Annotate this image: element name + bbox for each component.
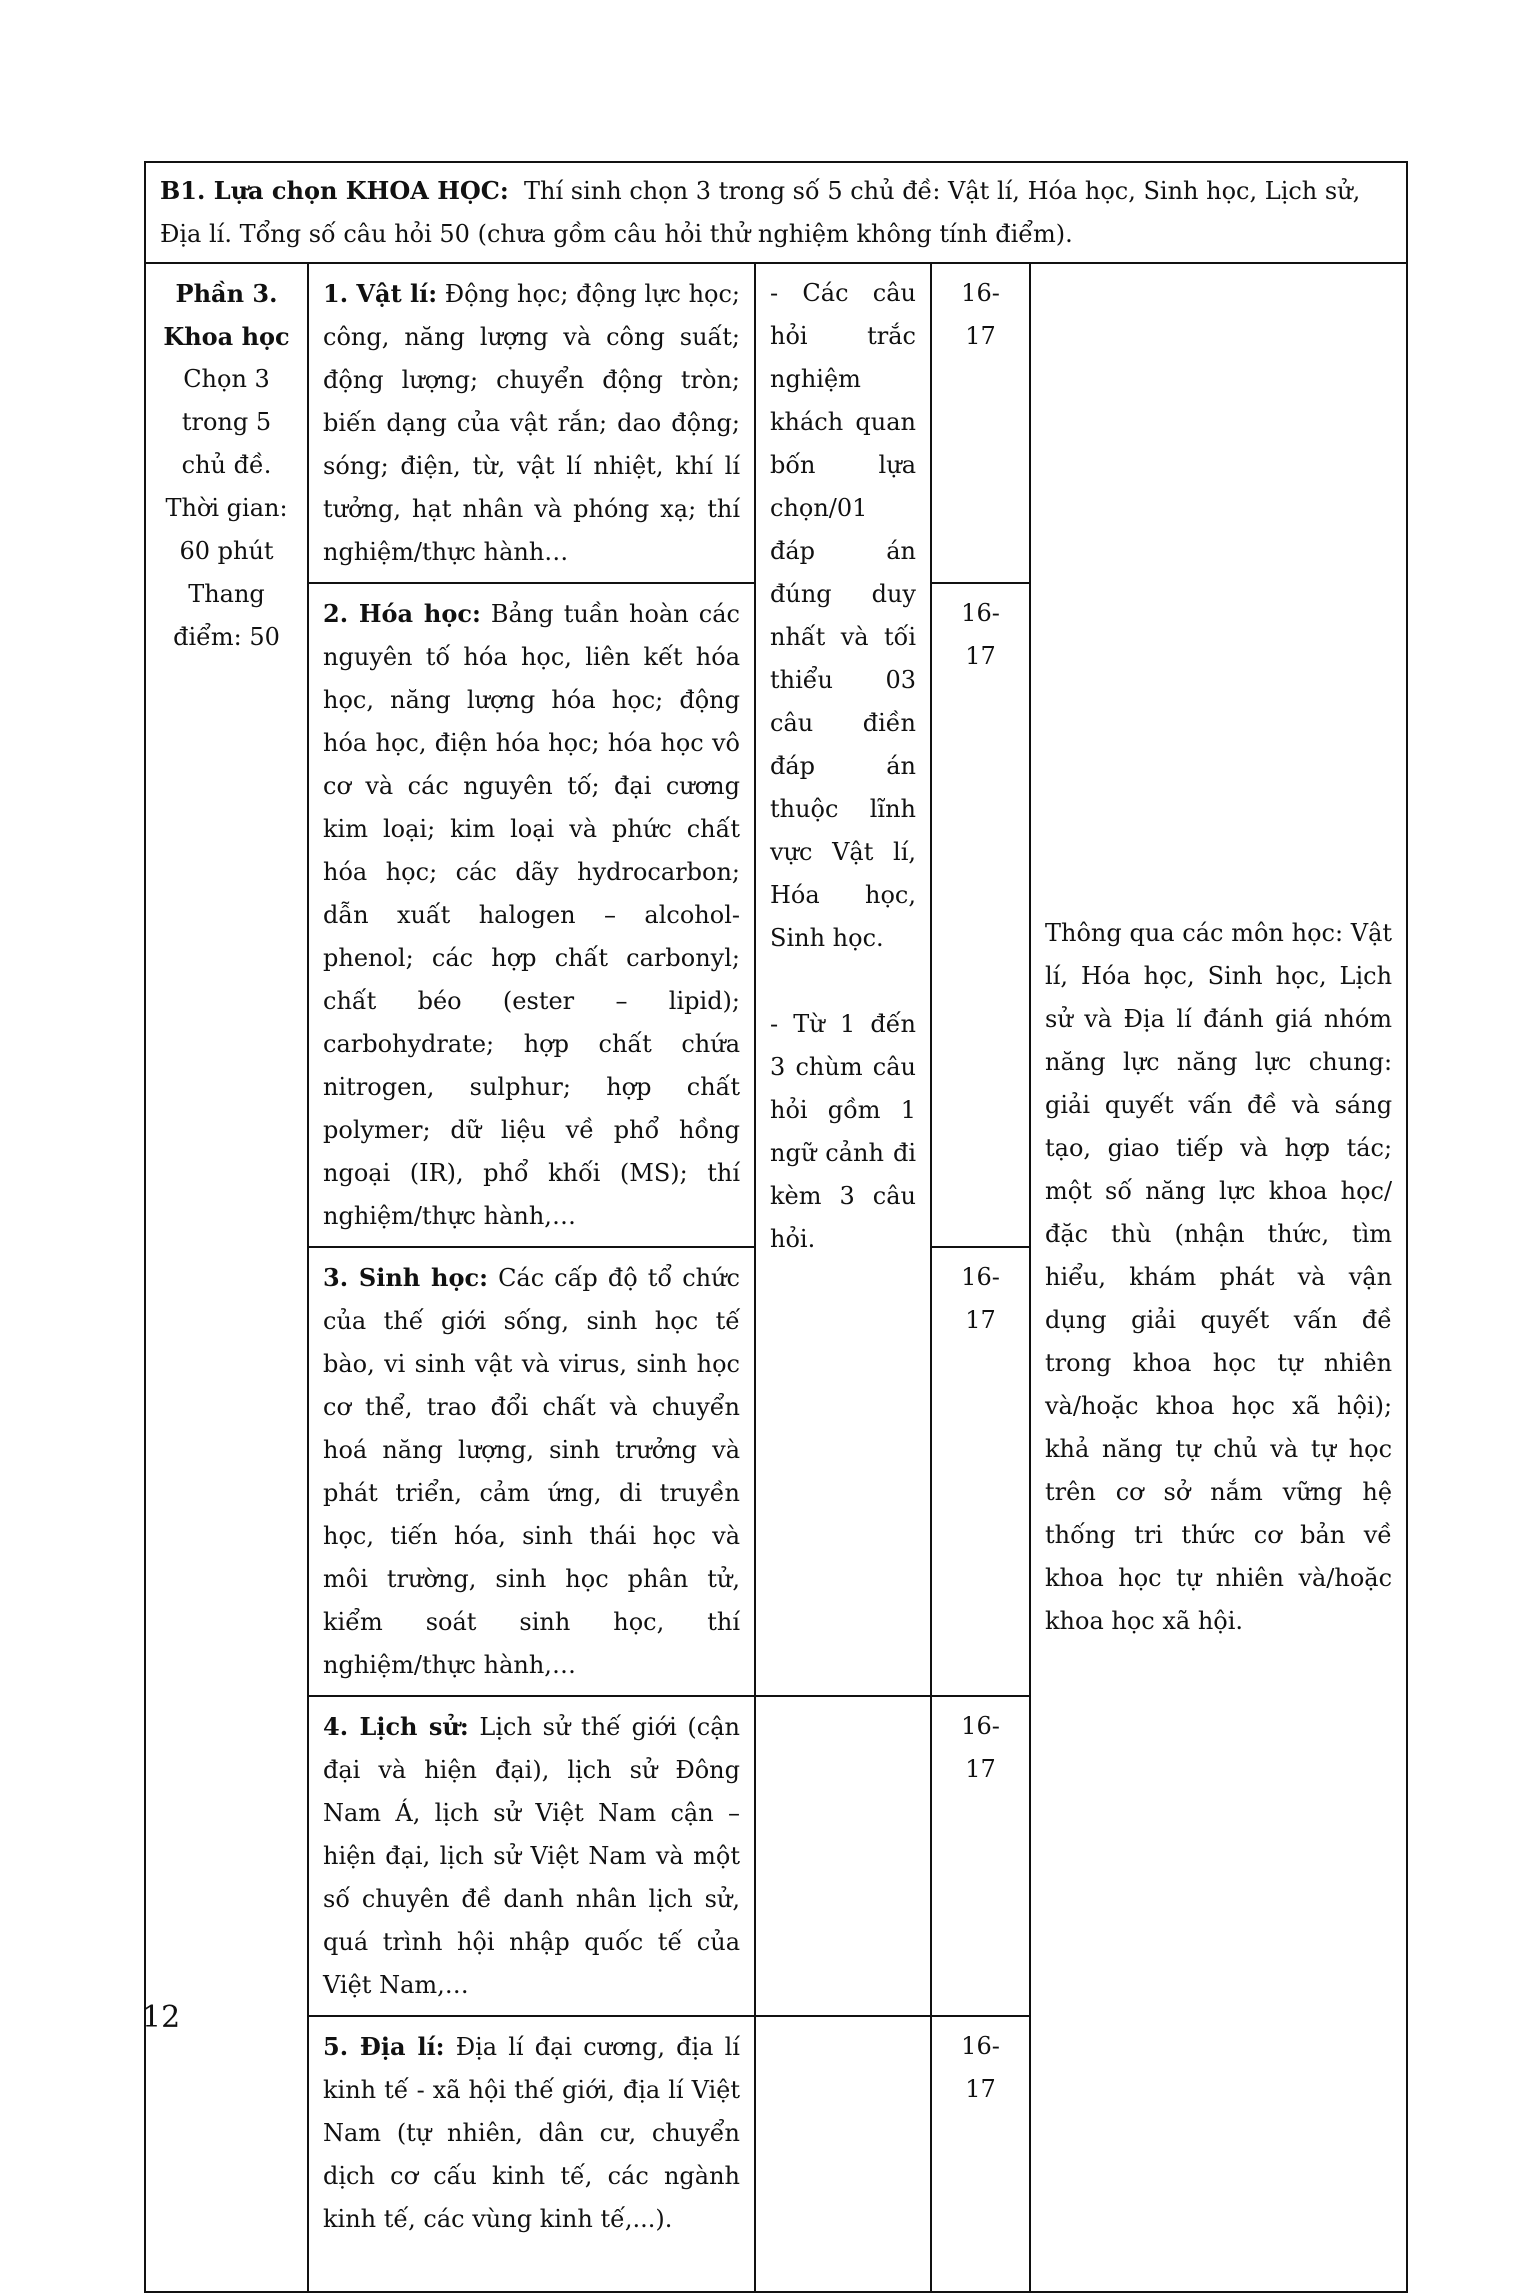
empty-cell bbox=[755, 2016, 931, 2292]
question-count: 16-17 bbox=[931, 1696, 1030, 2016]
question-format-cluster: - Từ 1 đến 3 chùm câu hỏi gồm 1 ngữ cảnh đi kèm 3 câu hỏi. bbox=[770, 1010, 916, 1253]
question-count: 16-17 bbox=[931, 583, 1030, 1247]
page-number: 12 bbox=[142, 2000, 181, 2035]
topic-content: Lịch sử thế giới (cận đại và hiện đại), lịch sử Đông Nam Á, lịch sử Việt Nam cận – hiện đại, lịch sử Việt Nam và một số chuyên đề danh nhân lịch sử, quá trình hội nhập quốc tế của Việt Nam,… bbox=[323, 1713, 741, 1999]
empty-cell bbox=[755, 1696, 931, 2016]
part-choose: Chọn 3 trong 5 chủ đề. bbox=[181, 365, 272, 479]
topic-label: 2. Hóa học: bbox=[323, 599, 481, 628]
section-header-cell bbox=[145, 162, 1407, 263]
topic-content: Các cấp độ tổ chức của thế giới sống, sinh học tế bào, vi sinh vật và virus, sinh học cơ thể, trao đổi chất và chuyển hoá năng lượng, sinh trưởng và phát triển, cảm ứng, di truyền học, tiến hóa, sinh thái học và môi trường, sinh học phân tử, kiểm soát sinh học, thí nghiệm/thực hành,… bbox=[323, 1264, 740, 1679]
topic-cell-biology bbox=[308, 1247, 755, 1696]
section-label: B1. Lựa chọn KHOA HỌC: bbox=[160, 176, 509, 205]
table-row bbox=[145, 263, 1407, 583]
topic-label: 3. Sinh học: bbox=[323, 1263, 488, 1292]
exam-structure-table bbox=[144, 161, 1408, 2293]
topic-content: Địa lí đại cương, địa lí kinh tế - xã hội thế giới, địa lí Việt Nam (tự nhiên, dân cư, chuyển dịch cơ cấu kinh tế, các ngành kinh tế, các vùng kinh tế,...). bbox=[323, 2033, 740, 2233]
part-subtitle: Khoa học bbox=[163, 322, 290, 351]
part-score: Thang điểm: 50 bbox=[173, 580, 280, 651]
topic-label: 1. Vật lí: bbox=[323, 279, 438, 308]
question-count: 16-17 bbox=[931, 1247, 1030, 1696]
question-count: 16-17 bbox=[931, 263, 1030, 583]
topic-label: 5. Địa lí: bbox=[323, 2032, 445, 2061]
topic-cell-history bbox=[308, 1696, 755, 2016]
part-time: Thời gian: 60 phút bbox=[165, 494, 288, 565]
part-title: Phần 3. bbox=[175, 279, 278, 308]
topic-label: 4. Lịch sử: bbox=[323, 1712, 469, 1741]
section-description: Thí sinh chọn 3 trong số 5 chủ đề: Vật lí, Hóa học, Sinh học, Lịch sử, Địa lí. Tổng số câu hỏi 50 (chưa gồm câu hỏi thử nghiệm không tính điểm). bbox=[160, 177, 1361, 248]
topic-cell-geography bbox=[308, 2016, 755, 2292]
question-format-mcq: - Các câu hỏi trắc nghiệm khách quan bốn lựa chọn/01 đáp án đúng duy nhất và tối thiểu 03 câu điền đáp án thuộc lĩnh vực Vật lí, Hóa học, Sinh học. bbox=[770, 279, 916, 952]
competency-cell: Thông qua các môn học: Vật lí, Hóa học, Sinh học, Lịch sử và Địa lí đánh giá nhóm năng lực năng lực chung: giải quyết vấn đề và sáng tạo, giao tiếp và hợp tác; một số năng lực khoa học/đặc thù (nhận thức, tìm hiểu, khám phát và vận dụng giải quyết vấn đề trong khoa học tự nhiên và/hoặc khoa học xã hội); khả năng tự chủ và tự học trên cơ sở nắm vững hệ thống tri thức cơ bản về khoa học tự nhiên và/hoặc khoa học xã hội. bbox=[1030, 263, 1407, 2292]
topic-cell-chemistry bbox=[308, 583, 755, 1247]
topic-content: Động học; động lực học; công, năng lượng và công suất; động lượng; chuyển động tròn; biến dạng của vật rắn; dao động; sóng; điện, từ, vật lí nhiệt, khí lí tưởng, hạt nhân và phóng xạ; thí nghiệm/thực hành… bbox=[323, 280, 740, 566]
question-count: 16-17 bbox=[931, 2016, 1030, 2292]
part-cell bbox=[145, 263, 308, 2292]
question-format-cell bbox=[755, 263, 931, 1696]
table-header-row bbox=[145, 162, 1407, 263]
topic-content: Bảng tuần hoàn các nguyên tố hóa học, liên kết hóa học, năng lượng hóa học; động hóa học, điện hóa học; hóa học vô cơ và các nguyên tố; đại cương kim loại; kim loại và phức chất hóa học; các dãy hydrocarbon; dẫn xuất halogen – alcohol- phenol; các hợp chất carbonyl; chất béo (ester – lipid); carbohydrate; hợp chất chứa nitrogen, sulphur; hợp chất polymer; dữ liệu về phổ hồng ngoại (IR), phổ khối (MS); thí nghiệm/thực hành,… bbox=[323, 600, 740, 1230]
topic-cell-physics bbox=[308, 263, 755, 583]
